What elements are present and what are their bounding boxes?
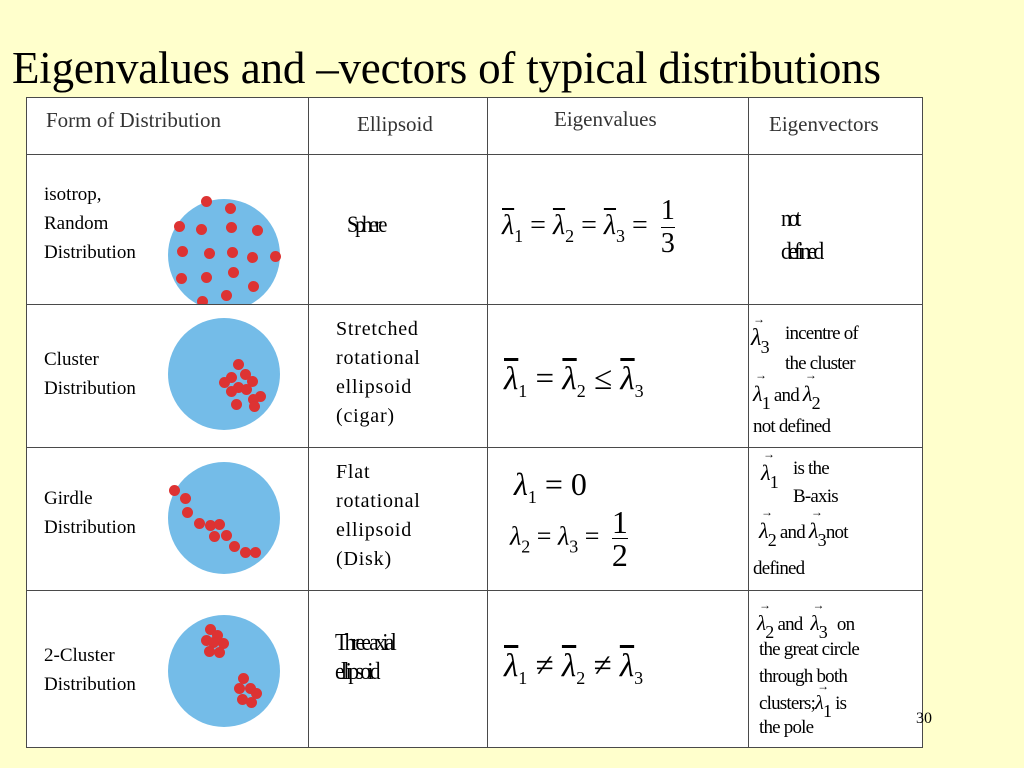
ellipsoid-cigar: Stretched rotational ellipsoid (cigar) [336,318,421,427]
data-point [177,246,188,257]
data-point [201,272,212,283]
girdle-distribution-diagram [168,462,280,574]
data-point [197,296,208,305]
eigenvector-lambda1-lambda2: → λ1 and → λ2 [753,381,820,414]
eigenvectors-cell-cluster: → λ3 incentre of the cluster → λ1 and → λ2 not defined [749,305,923,448]
header-row [27,98,923,155]
table-row [27,591,923,748]
eigenvalues-2cluster: $\overline{\lambda}_1 \ne \overline{\lambda}_2 \ne \overline{\lambda}_3$ [504,648,644,688]
ellipsoid-cell-girdle [309,448,488,591]
data-point [176,273,187,284]
header-ellipsoid-cell [309,98,488,155]
data-point [221,290,232,301]
eigenvalues-cell-cluster [488,305,749,448]
data-point [248,281,259,292]
eigenvalue-lambda1-zero: $\lambda_1 = 0$ [514,466,587,507]
eigenvalues-cell-girdle [488,448,749,591]
eigenvalues-isotrop: $\overline{\lambda}_1 = \overline{\lambda}_2 = \overline{\lambda}_3$ = $\frac{1}{3}$ [502,195,675,259]
eigenvectors-cell-2cluster: → λ2 and → λ3 on the great circle through both clusters;→ λ1 is the pole [749,591,923,748]
data-point [228,267,239,278]
eigenvectors-cell-isotrop [749,155,923,305]
eigenvectors-isotrop: not defined [781,206,821,265]
ellipsoid-cell-isotrop [309,155,488,305]
table-row [27,305,923,448]
data-point [174,221,185,232]
eigenvalue-lambda2-lambda3: $\lambda_2 = \lambda_3$ = $\frac{1}{2}$ [510,504,628,573]
ellipsoid-cell-2cluster [309,591,488,748]
page-number: 30 [916,710,932,727]
header-eigenvectors-cell [749,98,923,155]
form-cell-cluster [27,305,309,448]
eigenvector-lambda1: → λ1 [761,460,778,493]
data-point [252,225,263,236]
eigenvectors-cell-girdle: → λ1 is the B-axis → λ2 and → λ3not defined [749,448,923,591]
form-label-cluster: Cluster Distribution [44,349,136,399]
eigenvector-lambda2-lambda3: → λ2 and → λ3 on [757,611,854,643]
header-form-cell [27,98,309,155]
data-point [201,196,212,207]
ellipsoid-three-axial: Three axial ellipsoid [335,630,394,685]
ellipsoid-sphere: Sphere [347,212,384,237]
eigenvector-lambda3: → λ3 [751,325,769,358]
ellipsoid-disk: Flat rotational ellipsoid (Disk) [336,461,421,570]
data-point [204,248,215,259]
ellipsoid-cell-cluster [309,305,488,448]
eigenvalues-cell-isotrop [488,155,749,305]
random-distribution-diagram [168,199,280,305]
data-point [247,252,258,263]
table-row [27,155,923,305]
header-ellipsoid: Ellipsoid [357,112,433,136]
form-label-girdle: Girdle Distribution [44,488,136,538]
cluster-distribution-diagram [168,318,280,430]
header-eigenvalues-cell [488,98,749,155]
slide-title: Eigenvalues and –vectors of typical distributions [12,43,881,93]
form-cell-girdle [27,448,309,591]
data-point [270,251,281,262]
distribution-table [26,97,923,748]
eigenvalues-cluster: $\overline{\lambda}_1 = \overline{\lambda}_2 \le \overline{\lambda}_3$ [504,361,644,401]
data-point [225,203,236,214]
header-eigenvalues: Eigenvalues [554,107,657,131]
eigenvector-lambda2-lambda3: → λ2 and → λ3not [759,518,848,551]
data-point [226,222,237,233]
form-cell-isotrop [27,155,309,305]
header-form: Form of Distribution [46,108,222,132]
form-cell-2cluster [27,591,309,748]
eigenvector-lambda1: clusters;→ λ1 is [759,692,846,722]
two-cluster-distribution-diagram [168,615,280,727]
form-label-2cluster: 2-Cluster Distribution [44,645,136,695]
table-row [27,448,923,591]
header-eigenvectors: Eigenvectors [769,112,879,136]
form-label-isotrop: isotrop, Random Distribution [44,184,136,263]
eigenvalues-cell-2cluster [488,591,749,748]
data-point [196,224,207,235]
data-point [227,247,238,258]
